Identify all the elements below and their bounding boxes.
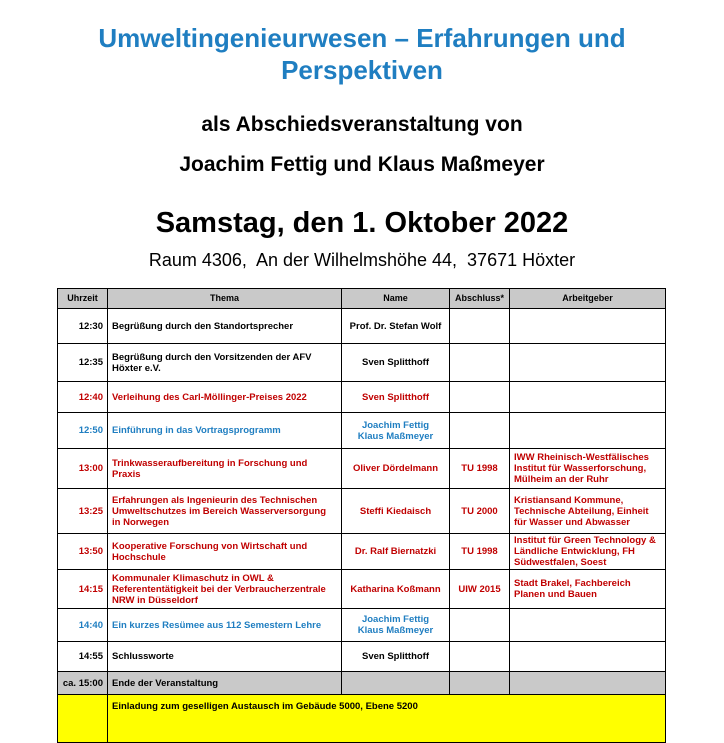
row-topic: Verleihung des Carl-Möllinger-Preises 2022 xyxy=(108,382,342,413)
row-employer: Institut für Green Technology & Ländliche Entwicklung, FH Südwestfalen, Soest xyxy=(510,534,666,570)
title-line-2: Perspektiven xyxy=(281,55,443,85)
name-line: Klaus Maßmeyer xyxy=(357,430,434,442)
row-time: 12:40 xyxy=(58,382,108,413)
table-row xyxy=(58,413,666,449)
row-degree: TU 1998 xyxy=(450,449,510,489)
row-employer xyxy=(510,413,666,449)
row-name: Oliver Dördelmann xyxy=(342,449,450,489)
row-time: 12:30 xyxy=(58,309,108,344)
row-name xyxy=(342,413,450,449)
row-employer xyxy=(510,309,666,344)
row-name: Dr. Ralf Biernatzki xyxy=(342,534,450,570)
row-name: Sven Splitthoff xyxy=(342,382,450,413)
row-topic: Kommunaler Klimaschutz in OWL & Referententätigkeit bei der Verbraucherzentrale NRW in Düsseldorf xyxy=(108,570,342,609)
header-employer: Arbeitgeber xyxy=(510,289,666,309)
row-time: 13:25 xyxy=(58,489,108,534)
page-title xyxy=(0,22,724,86)
row-time: 13:00 xyxy=(58,449,108,489)
event-date: Samstag, den 1. Oktober 2022 xyxy=(155,207,569,239)
row-name: Steffi Kiedaisch xyxy=(342,489,450,534)
row-time: 12:50 xyxy=(58,413,108,449)
event-location: Raum 4306, An der Wilhelmshöhe 44, 37671 Höxter xyxy=(148,250,576,270)
header-degree: Abschluss* xyxy=(450,289,510,309)
table-row xyxy=(58,382,666,413)
name-line: Joachim Fettig xyxy=(361,419,430,431)
table-row xyxy=(58,344,666,382)
row-topic: Einführung in das Vortragsprogramm xyxy=(108,413,342,449)
row-employer: IWW Rheinisch-Westfälisches Institut für Wasserforschung, Mülheim an der Ruhr xyxy=(510,449,666,489)
row-topic: Begrüßung durch den Vorsitzenden der AFV Höxter e.V. xyxy=(108,344,342,382)
row-employer xyxy=(510,672,666,695)
table-row xyxy=(58,642,666,672)
table-row xyxy=(58,489,666,534)
row-topic: Einladung zum geselligen Austausch im Gebäude 5000, Ebene 5200 xyxy=(108,695,666,743)
row-name xyxy=(342,672,450,695)
name-line: Klaus Maßmeyer xyxy=(357,625,434,636)
row-topic: Kooperative Forschung von Wirtschaft und Hochschule xyxy=(108,534,342,570)
table-row-invitation xyxy=(58,695,666,743)
row-degree xyxy=(450,413,510,449)
row-time: 14:15 xyxy=(58,570,108,609)
table-header-row xyxy=(58,289,666,309)
title-line-1: Umweltingenieurwesen – Erfahrungen und xyxy=(98,23,626,53)
row-degree xyxy=(450,309,510,344)
row-employer: Stadt Brakel, Fachbereich Planen und Bauen xyxy=(510,570,666,609)
row-employer xyxy=(510,344,666,382)
table-row xyxy=(58,570,666,609)
row-topic: Ende der Veranstaltung xyxy=(108,672,342,695)
row-topic: Trinkwasseraufbereitung in Forschung und Praxis xyxy=(108,449,342,489)
table-row xyxy=(58,534,666,570)
row-employer xyxy=(510,382,666,413)
row-time: 12:35 xyxy=(58,344,108,382)
row-time: ca. 15:00 xyxy=(58,672,108,695)
table-row xyxy=(58,449,666,489)
row-name: Katharina Koßmann xyxy=(342,570,450,609)
row-degree xyxy=(450,344,510,382)
table-row xyxy=(58,309,666,344)
header-topic: Thema xyxy=(108,289,342,309)
row-name: Sven Splitthoff xyxy=(342,344,450,382)
table-row xyxy=(58,609,666,642)
row-degree xyxy=(450,609,510,642)
row-degree xyxy=(450,382,510,413)
row-time: 14:55 xyxy=(58,642,108,672)
row-topic: Ein kurzes Resümee aus 112 Semestern Lehre xyxy=(108,609,342,642)
row-degree xyxy=(450,642,510,672)
row-employer: Kristiansand Kommune, Technische Abteilung, Einheit für Wasser und Abwasser xyxy=(510,489,666,534)
row-degree: TU 2000 xyxy=(450,489,510,534)
row-topic: Schlussworte xyxy=(108,642,342,672)
row-degree: UIW 2015 xyxy=(450,570,510,609)
row-topic: Begrüßung durch den Standortsprecher xyxy=(108,309,342,344)
table-row-end xyxy=(58,672,666,695)
header-time: Uhrzeit xyxy=(58,289,108,309)
row-degree: TU 1998 xyxy=(450,534,510,570)
subtitle-honorees: Joachim Fettig und Klaus Maßmeyer xyxy=(179,153,545,176)
row-time: 14:40 xyxy=(58,609,108,642)
row-employer xyxy=(510,642,666,672)
row-degree xyxy=(450,672,510,695)
schedule-table xyxy=(57,288,666,743)
row-topic: Erfahrungen als Ingenieurin des Technischen Umweltschutzes im Bereich Wasserversorgung in Norwegen xyxy=(108,489,342,534)
row-time xyxy=(58,695,108,743)
row-time: 13:50 xyxy=(58,534,108,570)
row-name: Prof. Dr. Stefan Wolf xyxy=(342,309,450,344)
name-line: Joachim Fettig xyxy=(361,614,430,625)
subtitle-occasion: als Abschiedsveranstaltung von xyxy=(201,113,523,136)
row-name: Sven Splitthoff xyxy=(342,642,450,672)
row-name xyxy=(342,609,450,642)
header-name: Name xyxy=(342,289,450,309)
row-employer xyxy=(510,609,666,642)
